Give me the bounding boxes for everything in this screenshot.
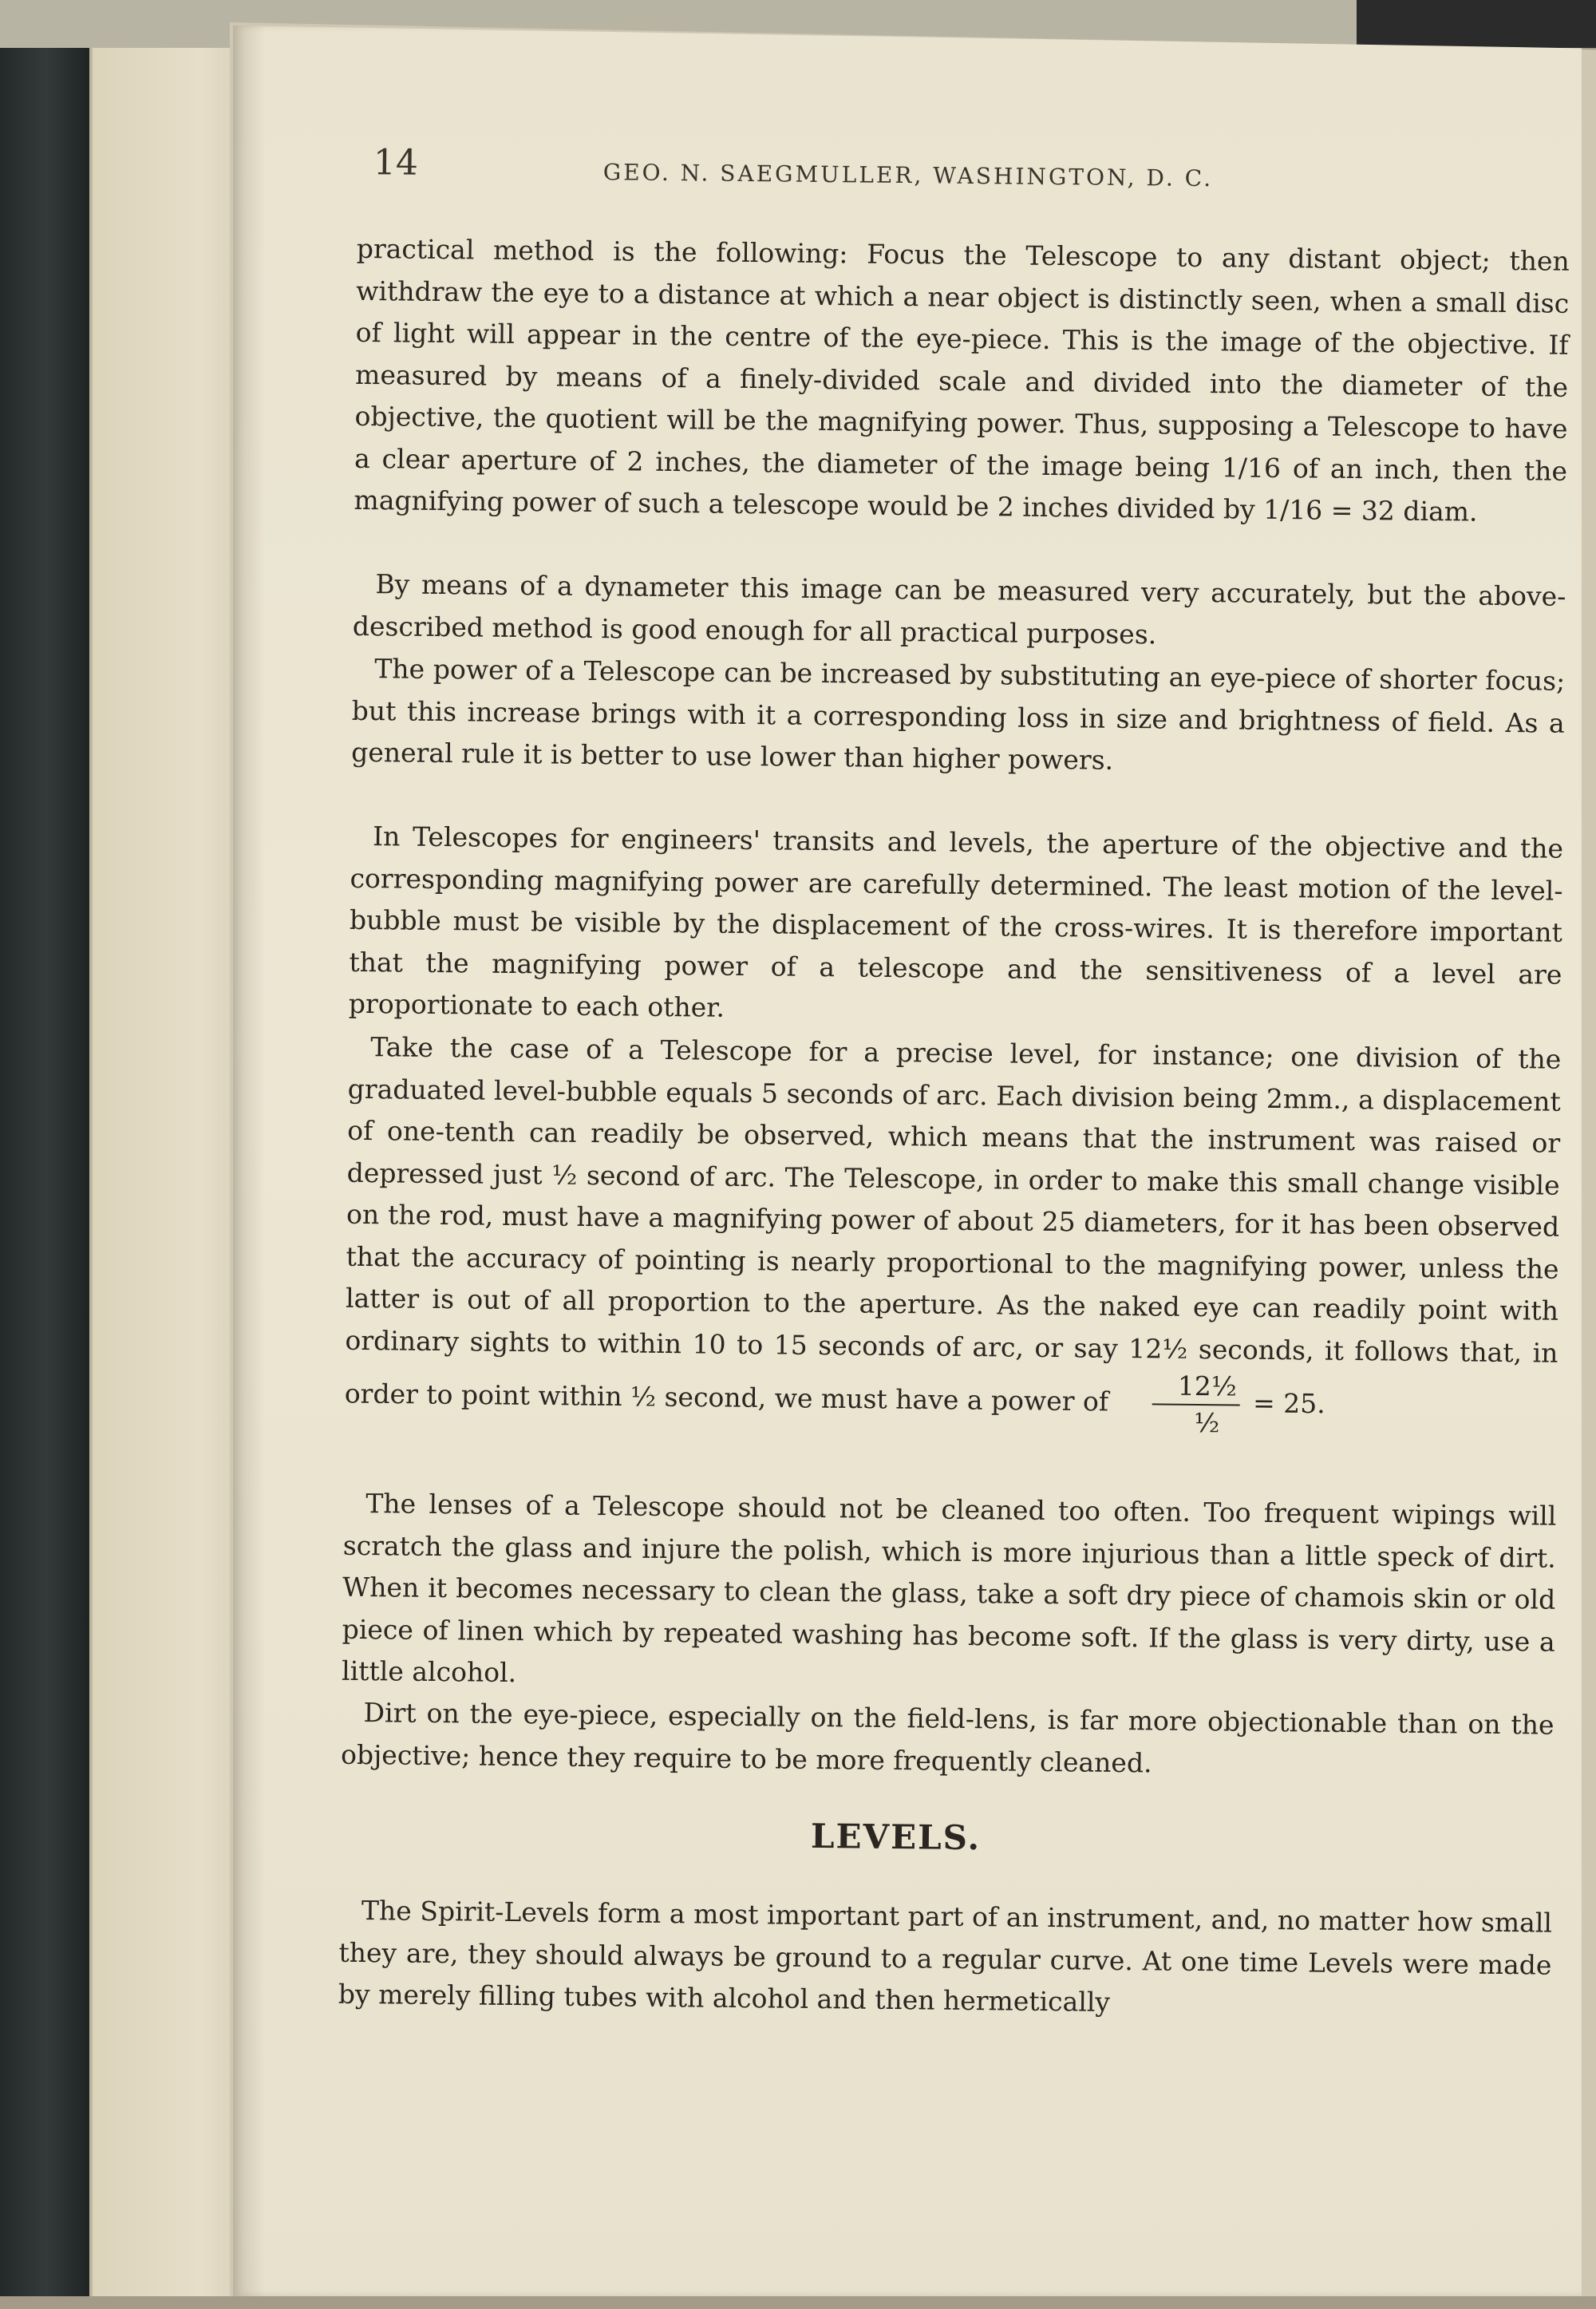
running-head: GEO. N. SAEGMULLER, WASHINGTON, D. C. <box>602 159 1214 192</box>
paragraph-6: The lenses of a Telescope should not be cleaned too often. Too frequent wipings will scratch the glass and injure the polish, which is more injurious than a little speck of dirt. When it becomes necessary to clean the glass, take a soft dry piece of chamois skin or old piece of linen which by repeated washing has become soft. If the glass is very dirty, use a little alcohol. <box>341 1488 1557 1689</box>
page-number: 14 <box>373 142 419 184</box>
section-heading: LEVELS. <box>810 1816 982 1858</box>
paragraph-4: In Telescopes for engineers' transits and levels, the aperture of the objective and the corresponding magnifying power are carefully determined. The least motion of the level-bubble must be visible by the displacement of the cross-wires. It is therefore important that the magnifying power of a telescope and the sensitiveness of a level are proportionate to each other. <box>348 820 1564 1023</box>
paragraph-5-text: Take the case of a Telescope for a precise level, for instance; one division of the graduated level-bubble equals 5 seconds of arc. Each division being 2mm., a displacement of one-tenth can readily be observed, which means that the instrument was raised or depressed just ½ second of arc. The Telescope, in order to make this small change visible on the rod, must have a magnifying power of about 25 diameters, for it has been observed that the accuracy of pointing is nearly proportional to the magnifying power, unless the latter is out of all proportion to the aperture. As the naked eye can readily point with ordinary sights to within 10 to 15 seconds of arc, or say 12½ seconds, it follows that, in order to point within ½ second, we must have a power of <box>344 1031 1562 1417</box>
formula-denominator: ½ <box>1194 1406 1220 1438</box>
power-formula <box>1124 1370 1325 1440</box>
formula-result: = 25. <box>1252 1387 1325 1420</box>
paragraph-1: practical method is the following: Focus the Telescope to any distant object; then withdraw the eye to a distance at which a near object is distinctly seen, when a small disc of light will appear in the centre of the eye-piece. This is the image of the objective. If measured by means of a finely-divided scale and divided into the diameter of the objective, the quotient will be the magnifying power. Thus, supposing a Telescope to have a clear aperture of 2 inches, the diameter of the image being 1/16 of an inch, then the magnifying power of such a telescope would be 2 inches divided by 1/16 = 32 diam. <box>354 232 1570 528</box>
formula-numerator: 12½ <box>1152 1370 1240 1406</box>
formula-fraction <box>1152 1370 1240 1438</box>
paragraph-3: The power of a Telescope can be increased by substituting an eye-piece of shorter focus; but this increase brings with it a corresponding loss in size and brightness of field. As a general rule it is better to use lower than higher powers. <box>351 653 1566 776</box>
paragraph-7: Dirt on the eye-piece, especially on the field-lens, is far more objectionable than on the objective; hence they require to be more frequently cleaned. <box>340 1697 1555 1778</box>
paragraph-5 <box>344 1026 1561 1442</box>
paragraph-2: By means of a dynameter this image can be measured very accurately, but the above-described method is good enough for all practical purposes. <box>352 568 1566 650</box>
paragraph-8: The Spirit-Levels form a most important part of an instrument, and, no matter how small they are, they should always be ground to a regular curve. At one time Levels were made by merely filling tubes with alcohol and then hermetically <box>338 1895 1553 2018</box>
